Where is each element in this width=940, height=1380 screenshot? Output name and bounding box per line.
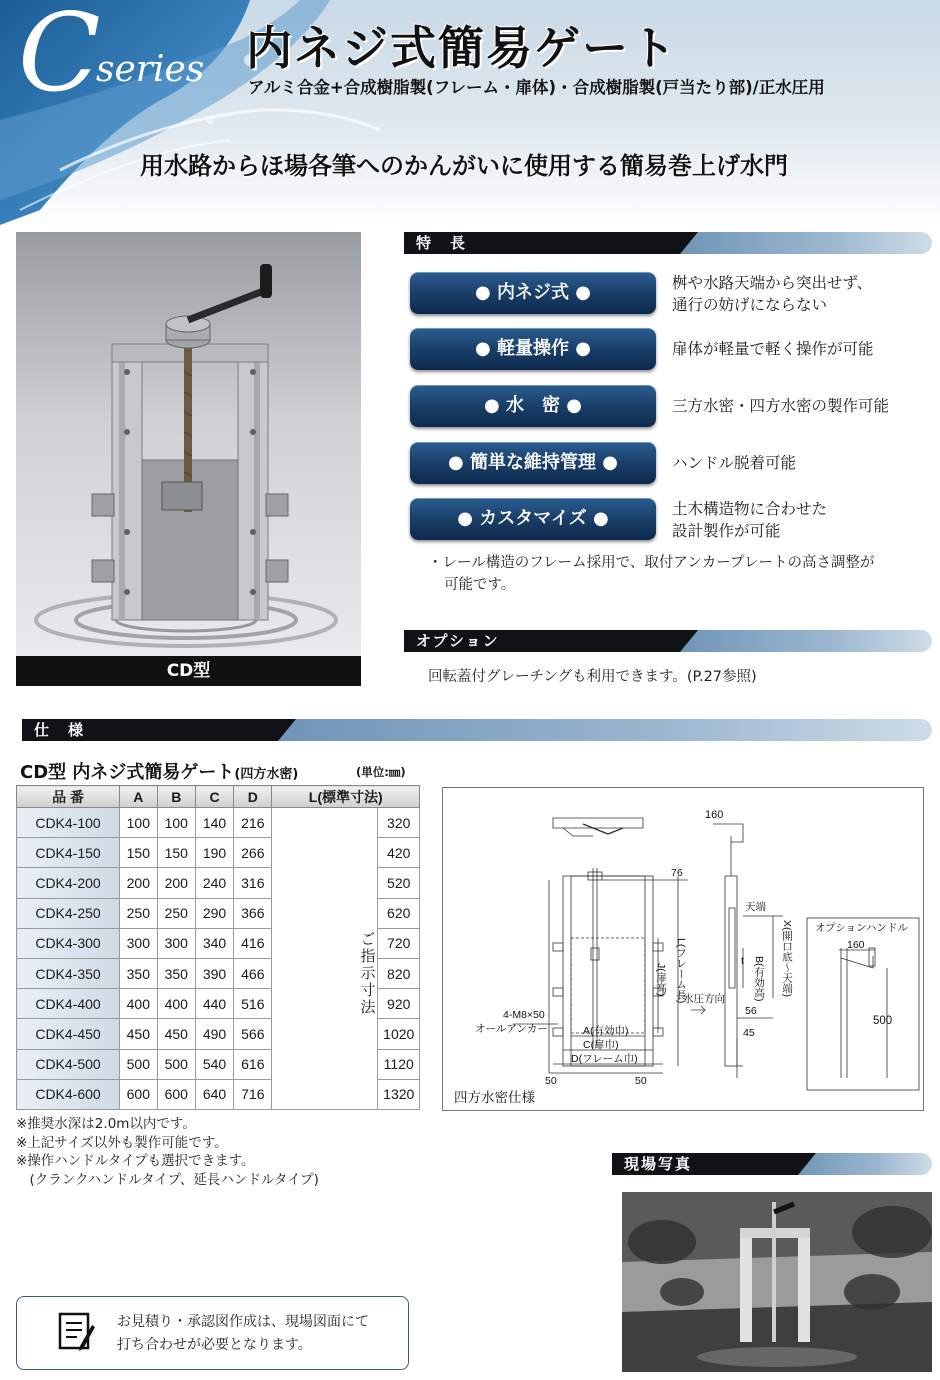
spec-table-row (17, 808, 420, 838)
option-text: 回転蓋付グレーチングも利用できます。(P.27参照) (428, 669, 757, 685)
spec-footnotes (16, 1115, 319, 1189)
anchor-spec: 4-M8×50 (503, 1009, 545, 1021)
dim-160-top: 160 (705, 809, 724, 821)
feature-desc-maintenance: ハンドル脱着可能 (672, 454, 797, 472)
site-photo (622, 1192, 932, 1372)
cell-b: 600 (157, 1079, 195, 1109)
cell-c: 140 (195, 808, 233, 838)
product-photo (16, 232, 361, 656)
dim-500: 500 (873, 1015, 893, 1027)
technical-drawing (442, 787, 924, 1111)
spec-unit: (単位:㎜) (356, 765, 406, 779)
cell-l-standard: 420 (378, 838, 420, 868)
cell-part-number: CDK4-200 (17, 868, 120, 898)
dim-j-gate-height: J(扉高) (655, 963, 667, 997)
cell-d: 466 (234, 958, 272, 988)
cell-a: 150 (120, 838, 158, 868)
cell-d: 566 (234, 1019, 272, 1049)
cell-a: 250 (120, 898, 158, 928)
cell-l-standard: 720 (378, 928, 420, 958)
feature-pill-inner-screw: ● 内ネジ式 ● (410, 272, 656, 314)
anchor-type: オールアンカー (475, 1023, 548, 1035)
features-note-line: 可能です。 (444, 577, 516, 593)
cell-c: 190 (195, 838, 233, 868)
cell-c: 540 (195, 1049, 233, 1079)
cell-l-note: ご指示寸法 (272, 808, 378, 1110)
cell-a: 500 (120, 1049, 158, 1079)
dim-x-opening: X(開口底〜天端) (781, 920, 793, 997)
page-subtitle: アルミ合金+合成樹脂製(フレーム・扉体)・合成樹脂製(戸当たり部)/正水圧用 (248, 78, 825, 97)
cell-part-number: CDK4-400 (17, 989, 120, 1019)
col-header-a: A (120, 786, 158, 808)
cell-l-standard: 1020 (378, 1019, 420, 1049)
option-heading: オプション (416, 632, 500, 650)
cell-b: 150 (157, 838, 195, 868)
cell-a: 200 (120, 868, 158, 898)
cell-l-standard: 920 (378, 989, 420, 1019)
dim-160-option: 160 (847, 939, 865, 951)
cell-b: 350 (157, 958, 195, 988)
cell-b: 250 (157, 898, 195, 928)
col-header-c: C (195, 786, 233, 808)
cell-c: 240 (195, 868, 233, 898)
col-header-d: D (234, 786, 272, 808)
col-header-part-number: 品 番 (17, 786, 120, 808)
cell-part-number: CDK4-300 (17, 928, 120, 958)
cell-c: 390 (195, 958, 233, 988)
dim-a-effective-width: A(有効巾) (583, 1025, 629, 1037)
contact-line: お見積り・承認図作成は、現場図面にて (117, 1314, 369, 1330)
spec-table-header-row (17, 786, 420, 808)
cell-b: 200 (157, 868, 195, 898)
cell-d: 616 (234, 1049, 272, 1079)
cell-l-standard: 1320 (378, 1079, 420, 1109)
dim-50-left: 50 (545, 1075, 557, 1087)
spec-section-bar (16, 719, 932, 741)
cell-part-number: CDK4-450 (17, 1019, 120, 1049)
feature-pill-maintenance: ● 簡単な維持管理 ● (410, 442, 656, 484)
cell-d: 316 (234, 868, 272, 898)
feature-desc-line: 通行の妨げにならない (672, 296, 828, 314)
cell-a: 100 (120, 808, 158, 838)
feature-desc-watertight: 三方水密・四方水密の製作可能 (672, 397, 890, 415)
col-header-l: L(標準寸法) (272, 786, 420, 808)
product-photo-label: CD型 (16, 656, 361, 686)
cell-d: 716 (234, 1079, 272, 1109)
features-note-line: ・レール構造のフレーム採用で、取付アンカープレートの高さ調整が (428, 555, 875, 571)
cell-a: 300 (120, 928, 158, 958)
col-header-b: B (157, 786, 195, 808)
dim-50-right: 50 (635, 1075, 647, 1087)
page-title: 内ネジ式簡易ゲート (246, 21, 678, 75)
label-tenba: 天端 (745, 901, 766, 913)
footnote: ※推奨水深は2.0m以内です。 (16, 1116, 196, 1132)
spec-title-main: CD型 内ネジ式簡易ゲート (20, 762, 235, 783)
spec-title (20, 758, 298, 784)
dim-76: 76 (671, 867, 683, 879)
drawing-caption: 四方水密仕様 (454, 1090, 535, 1106)
cell-b: 400 (157, 989, 195, 1019)
spec-title-small: (四方水密) (234, 767, 299, 782)
cell-part-number: CDK4-250 (17, 898, 120, 928)
label-water-pressure: 水圧方向 (683, 993, 725, 1005)
cell-b: 450 (157, 1019, 195, 1049)
option-section-bar (398, 630, 932, 652)
dimension-diagram (443, 788, 925, 1112)
feature-desc-line: 桝や水路天端から突出せず、 (672, 274, 873, 292)
features-section-bar (398, 232, 932, 254)
brand-c-letter: C (18, 0, 101, 116)
cell-c: 290 (195, 898, 233, 928)
feature-pill-light-operation: ● 軽量操作 ● (410, 328, 656, 370)
cell-d: 416 (234, 928, 272, 958)
memo-pen-icon (57, 1311, 101, 1355)
cell-a: 350 (120, 958, 158, 988)
cell-l-standard: 820 (378, 958, 420, 988)
footnote: ※上記サイズ以外も製作可能です。 (16, 1134, 228, 1151)
cell-b: 100 (157, 808, 195, 838)
cell-part-number: CDK4-350 (17, 958, 120, 988)
cell-part-number: CDK4-500 (17, 1049, 120, 1079)
footnote: ※操作ハンドルタイプも選択できます。 (16, 1153, 255, 1169)
header (0, 0, 940, 225)
cell-b: 300 (157, 928, 195, 958)
features-heading: 特 長 (416, 234, 468, 252)
cell-a: 400 (120, 989, 158, 1019)
dim-l-frame-length: L(フレーム長) (675, 938, 687, 1004)
cell-a: 450 (120, 1019, 158, 1049)
dim-b-effective-height: B(有効高) (753, 956, 765, 1002)
cell-l-standard: 1120 (378, 1049, 420, 1079)
site-photo-heading: 現場写真 (624, 1155, 693, 1173)
gate-illustration (16, 232, 361, 656)
site-photo-section-bar (606, 1153, 932, 1175)
site-photo-illustration (622, 1192, 932, 1372)
feature-pill-customize: ● カスタマイズ ● (410, 498, 656, 540)
label-option-handle: オプションハンドル (815, 922, 908, 934)
dim-45: 45 (743, 1027, 755, 1039)
feature-pill-watertight: ● 水 密 ● (410, 385, 656, 427)
cell-c: 640 (195, 1079, 233, 1109)
cell-d: 516 (234, 989, 272, 1019)
dim-d-frame-width: D(フレーム巾) (571, 1053, 638, 1065)
dim-c-gate-width: C(扉巾) (583, 1039, 619, 1051)
footnote: (クランクハンドルタイプ、延長ハンドルタイプ) (16, 1171, 319, 1188)
cell-b: 500 (157, 1049, 195, 1079)
feature-desc-customize (672, 498, 827, 542)
cell-d: 266 (234, 838, 272, 868)
cell-c: 490 (195, 1019, 233, 1049)
brand-series-text: series (96, 49, 205, 90)
cell-c: 440 (195, 989, 233, 1019)
dim-t: t (741, 955, 744, 967)
tagline: 用水路からほ場各筆へのかんがいに使用する簡易巻上げ水門 (140, 152, 788, 180)
dim-56: 56 (745, 1005, 757, 1017)
cell-d: 366 (234, 898, 272, 928)
contact-text (117, 1311, 369, 1357)
features-note (428, 552, 874, 596)
cell-l-standard: 520 (378, 868, 420, 898)
spec-heading: 仕 様 (34, 721, 86, 739)
spec-table (16, 785, 420, 1110)
cell-part-number: CDK4-600 (17, 1079, 120, 1109)
feature-desc-light-operation: 扉体が軽量で軽く操作が可能 (672, 340, 874, 358)
cell-d: 216 (234, 808, 272, 838)
cell-l-standard: 620 (378, 898, 420, 928)
feature-desc-line: 設計製作が可能 (672, 522, 781, 540)
cell-c: 340 (195, 928, 233, 958)
cell-a: 600 (120, 1079, 158, 1109)
feature-desc-inner-screw (672, 272, 872, 316)
cell-part-number: CDK4-100 (17, 808, 120, 838)
cell-l-standard: 320 (378, 808, 420, 838)
contact-line: 打ち合わせが必要となります。 (117, 1337, 312, 1353)
cell-part-number: CDK4-150 (17, 838, 120, 868)
contact-note-box (16, 1296, 409, 1370)
feature-desc-line: 土木構造物に合わせた (672, 500, 828, 518)
